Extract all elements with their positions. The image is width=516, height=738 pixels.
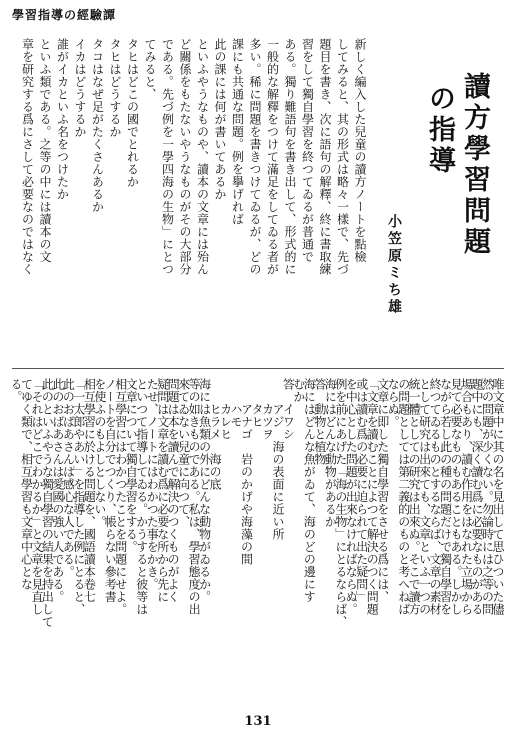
text-column: といふ類である。之等の中には讀本の文 <box>38 38 52 263</box>
text-column: ヒラメ 海の底 <box>208 378 223 491</box>
text-column: ある。獨り難語句を書き出して、形式的に <box>283 38 297 276</box>
text-column: 然の問題が少くない。勿論時には之等の問 <box>480 378 495 616</box>
text-column: 此のおばあさんは愛國の強い人である。 <box>50 378 65 603</box>
text-column: ならぬ。 <box>386 378 401 428</box>
text-column: 此のといふやうな獨自學習の結果を持出して <box>40 378 55 628</box>
text-column: ど關係をもたないやうなものがその大部分 <box>178 38 192 276</box>
text-column: 「一太郎やあい」を指導した例にとると、 <box>71 378 86 616</box>
text-column: 課にも共通な問題。例を擧げれば <box>230 38 245 226</box>
article-title: 讀方學習問題 <box>459 72 490 258</box>
text-column: てゆく類で、相互學習も文章中心とな <box>19 378 34 591</box>
text-column: といつて指導してゐる。かうすると彼等は <box>134 378 149 616</box>
text-column: 章を研究する爲にさして必要なのではなく <box>20 38 35 276</box>
text-column: 場合もあり、讀む作用をはなれた立場から <box>459 378 474 616</box>
text-column: 此の課には何が書いてあるか <box>213 38 227 201</box>
text-column: 海にはどんな魚がゐて、海のどの邊にす <box>302 378 317 603</box>
text-column: 海には魚類の外にどんな動物がゐるか。 <box>197 378 212 603</box>
text-column: 題中にも、深く讀む爲に必要なものがある <box>470 378 485 616</box>
text-column: 「それはどこでわかるか」と文章を見直し <box>29 378 44 616</box>
text-column: 此のおばあさんは感心な人である。 <box>61 378 76 578</box>
text-column: 唯文章中に其の名を見出して思ひついた儘 <box>491 378 505 616</box>
text-column: を中心とした問題が出來なければならぬ。 <box>344 378 359 616</box>
text-column: 例を前にあげた「海の生物」にとるならば、 <box>333 378 348 628</box>
text-column: ながら若し此の種の問題だけで獨自學習を <box>438 378 453 616</box>
text-column: タヒはどうするか <box>108 38 122 138</box>
text-column: 疑問は文章を讀む爲に必要な所から先に <box>155 378 170 603</box>
text-column: 統一體としての研究は出來ぬ。そこで讀方 <box>407 378 422 616</box>
text-column: ノートを自分でつくり、帳らない參考書 <box>103 378 118 603</box>
text-column: 海にはどんな動物があるか <box>323 378 338 528</box>
text-column: タヒはどこの國でとれるか <box>125 38 140 188</box>
text-column: 相互學習にはわかつたことを問題にせよ。 <box>113 378 128 616</box>
text-column: タコはなぜ足がたくさんあるか <box>90 38 105 213</box>
text-column: といふやうなものや、讀本の文章には殆ん <box>195 38 210 276</box>
text-column: 終つてゐるものとするならば、文章の素材 <box>428 378 443 616</box>
text-column: 問題は本を讀んで解決のつくものがよく <box>166 378 181 603</box>
text-column: 習をして獨自學習を終つてゐるが普通で <box>300 38 315 263</box>
text-column: 新しく編入した兒童の讀方ノートを點檢 <box>353 38 367 263</box>
text-column: たせ、ノートにはわかつた事をかき。 <box>145 378 160 591</box>
text-column: 答 イワシ <box>281 378 296 441</box>
text-column: 見て必要なものもあることもある。しかし <box>449 378 464 616</box>
text-column: カレヒ <box>218 378 233 441</box>
text-column: イカはどうするか <box>73 38 87 138</box>
text-column: むか <box>291 378 306 403</box>
text-column: 相互學習に於ける問題を、國語讀本卷七 <box>82 378 97 603</box>
text-column: タヒ <box>250 378 264 428</box>
running-head: 學習指導の經驗譚 <box>12 8 117 22</box>
text-column: 答 動物と植物 <box>312 378 327 466</box>
text-column: 多い。稀に問題を書きつけてゐるが、どの <box>248 38 262 276</box>
section-divider <box>12 368 504 369</box>
page-number: 131 <box>244 714 272 729</box>
text-column: 題目を書き、次に語句の解釋、終に書取練 <box>318 38 332 276</box>
text-column: アナゴ 岩のかげや海藻の間 <box>239 378 254 566</box>
text-column: 等の如きものである。私は、學習態度の出 <box>187 378 202 616</box>
text-column: カツヲ <box>260 378 275 441</box>
text-column: ハモ <box>229 378 244 428</box>
text-column: 「文章を讀むことによつて解決のつく問題 <box>365 378 380 616</box>
article-title-line2: の指導 <box>424 84 455 177</box>
author-name: 小笠原ミち雄 <box>386 214 402 316</box>
text-column: 誰がイカといふ名をつけたか <box>55 38 70 201</box>
text-column: 文章に即した獨自學習をさせる爲には、 <box>375 378 390 603</box>
text-column: 文章について獨自學習をする。 <box>124 378 139 553</box>
text-column: の問題としては第二義的のものと考へねば <box>396 378 411 616</box>
text-column: てみると、 <box>143 38 157 101</box>
text-column: 來てゐない兒童に向つて、 <box>176 378 191 528</box>
text-column: アジ 海の表面に近い所 <box>270 378 285 541</box>
text-column: る。 <box>9 378 23 403</box>
text-column: を使ふのもよしとしない。 <box>92 378 107 528</box>
text-column: として研究は出來ても、文章といふ一つの <box>417 378 432 616</box>
text-column: してみると、其の形式は略々一樣で、先づ <box>335 38 350 276</box>
text-column: 或は讀む爲の必要に迫られて出た疑問」 <box>354 378 369 603</box>
text-column: である。先づ例を一學四海の生物」にとつ <box>160 38 175 276</box>
text-column: 一般的な解釋をつけて滿足をしてゐる者が <box>265 38 280 276</box>
